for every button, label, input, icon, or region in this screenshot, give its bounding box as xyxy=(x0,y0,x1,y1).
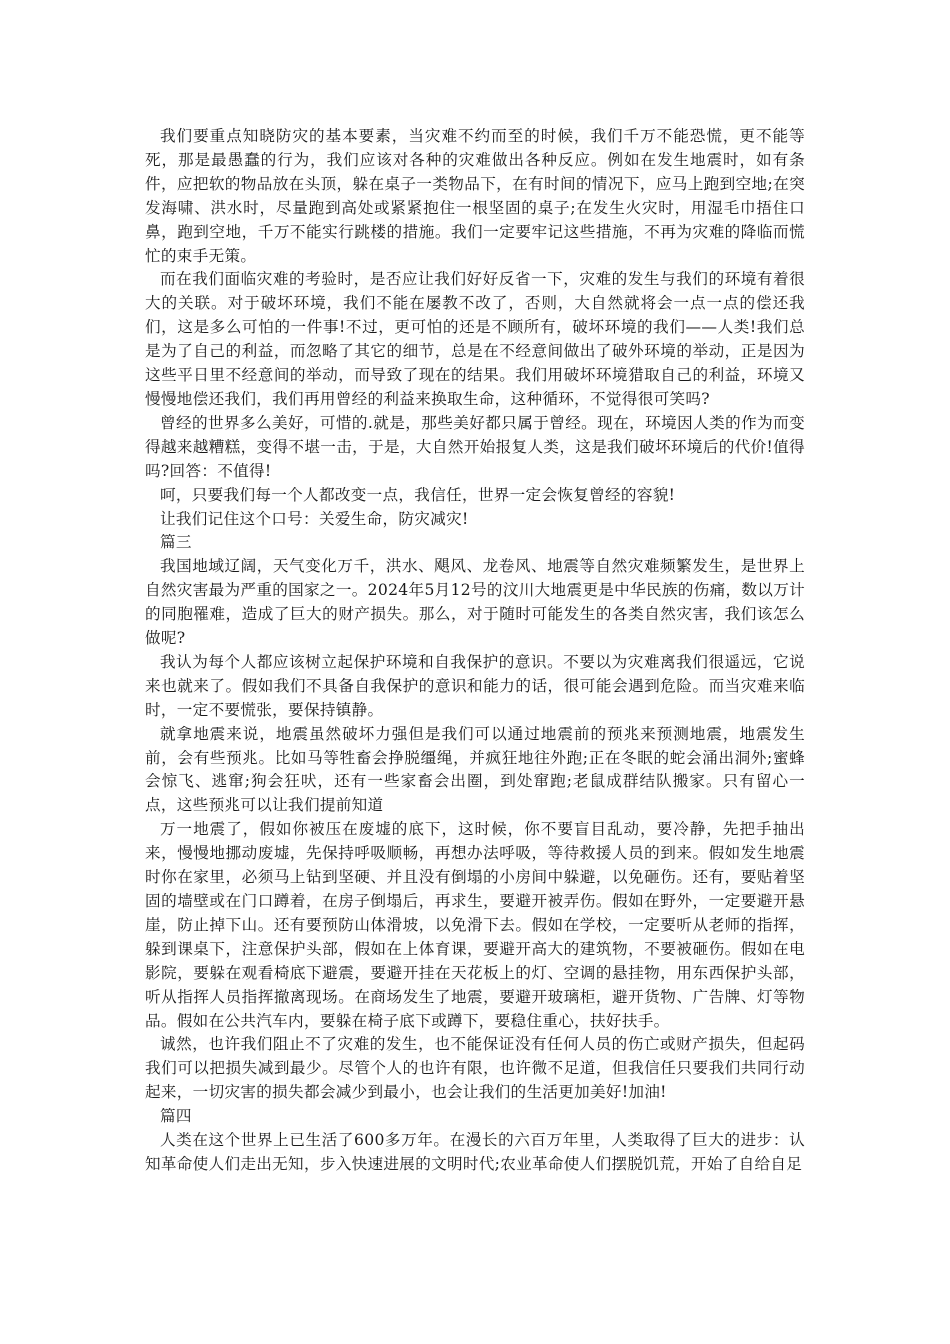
paragraph: 而在我们面临灾难的考验时，是否应让我们好好反省一下，灾难的发生与我们的环境有着很大的关联。对于破坏环境，我们不能在屡教不改了，否则，大自然就将会一点一点的偿还我们，这是多么可怕的一件事!不过，更可怕的还是不顾所有，破坏环境的我们——人类!我们总是为了自己的利益，而忽略了其它的细节，总是在不经意间做出了破外环境的举动，正是因为这些平日里不经意间的举动，而导致了现在的结果。我们用破坏环境猎取自己的利益，环境又慢慢地偿还我们，我们再用曾经的利益来换取生命，这种循环，不觉得很可笑吗? xyxy=(145,270,805,408)
paragraph: 呵，只要我们每一个人都改变一点，我信任，世界一定会恢复曾经的容貌! xyxy=(160,485,676,504)
section-heading: 篇三 xyxy=(160,533,192,552)
paragraph: 我国地域辽阔，天气变化万千，洪水、飓风、龙卷风、地震等自然灾难频繁发生，是世界上自然灾害最为严重的国家之一。2024年5月12号的汶川大地震更是中华民族的伤痛，数以万计的同胞罹难，造成了巨大的财产损失。那么，对于随时可能发生的各类自然灾害，我们该怎么做呢? xyxy=(145,557,805,648)
paragraph: 人类在这个世界上已生活了600多万年。在漫长的六百万年里，人类取得了巨大的进步：认知革命使人们走出无知，步入快速进展的文明时代;农业革命使人们摆脱饥荒，开始了自给自足 xyxy=(145,1131,805,1173)
paragraph: 曾经的世界多么美好，可惜的.就是，那些美好都只属于曾经。现在，环境因人类的作为而变得越来越糟糕，变得不堪一击，于是，大自然开始报复人类，这是我们破坏环境后的代价!值得吗?回答：不值得! xyxy=(145,413,805,480)
paragraph: 让我们记住这个口号：关爱生命，防灾减灾! xyxy=(160,509,469,528)
paragraph: 我们要重点知晓防灾的基本要素，当灾难不约而至的时候，我们千万不能恐慌，更不能等死，那是最愚蠢的行为，我们应该对各种的灾难做出各种反应。例如在发生地震时，如有条件，应把软的物品放在头顶，躲在桌子一类物品下，在有时间的情况下，应马上跑到空地;在突发海啸、洪水时，尽量跑到高处或紧紧抱住一根坚固的桌子;在发生火灾时，用湿毛巾捂住口鼻，跑到空地，千万不能实行跳楼的措施。我们一定要牢记这些措施，不再为灾难的降临而慌忙的束手无策。 xyxy=(145,127,805,265)
document-body xyxy=(145,125,805,1177)
paragraph: 就拿地震来说，地震虽然破坏力强但是我们可以通过地震前的预兆来预测地震，地震发生前，会有些预兆。比如马等牲畜会挣脱缰绳，并疯狂地往外跑;正在冬眠的蛇会涌出洞外;蜜蜂会惊飞、逃窜;狗会狂吠，还有一些家畜会出圈，到处窜跑;老鼠成群结队搬家。只有留心一点，这些预兆可以让我们提前知道 xyxy=(145,724,805,815)
section-heading: 篇四 xyxy=(160,1107,192,1126)
paragraph: 万一地震了，假如你被压在废墟的底下，这时候，你不要盲目乱动，要冷静，先把手抽出来，慢慢地挪动废墟，先保持呼吸顺畅，再想办法呼吸，等待救援人员的到来。假如发生地震时你在家里，必须马上钻到坚硬、并且没有倒塌的小房间中躲避，以免砸伤。还有，要贴着坚固的墙壁或在门口蹲着，在房子倒塌后，再求生，要避开被弄伤。假如在野外，一定要避开悬崖，防止掉下山。还有要预防山体滑坡，以免滑下去。假如在学校，一定要听从老师的指挥，躲到课桌下，注意保护头部，假如在上体育课，要避开高大的建筑物，不要被砸伤。假如在电影院，要躲在观看椅底下避震，要避开挂在天花板上的灯、空调的悬挂物，用东西保护头部，听从指挥人员指挥撤离现场。在商场发生了地震，要避开玻璃柜，避开货物、广告牌、灯等物品。假如在公共汽车内，要躲在椅子底下或蹲下，要稳住重心，扶好扶手。 xyxy=(145,820,805,1030)
paragraph: 我认为每个人都应该树立起保护环境和自我保护的意识。不要以为灾难离我们很遥远，它说来也就来了。假如我们不具备自我保护的意识和能力的话，很可能会遇到危险。而当灾难来临时，一定不要慌张，要保持镇静。 xyxy=(145,652,805,719)
paragraph: 诚然，也许我们阻止不了灾难的发生，也不能保证没有任何人员的伤亡或财产损失，但起码我们可以把损失减到最少。尽管个人的也许有限，也许微不足道，但我信任只要我们共同行动起来，一切灾害的损失都会减少到最小，也会让我们的生活更加美好!加油! xyxy=(145,1035,805,1102)
